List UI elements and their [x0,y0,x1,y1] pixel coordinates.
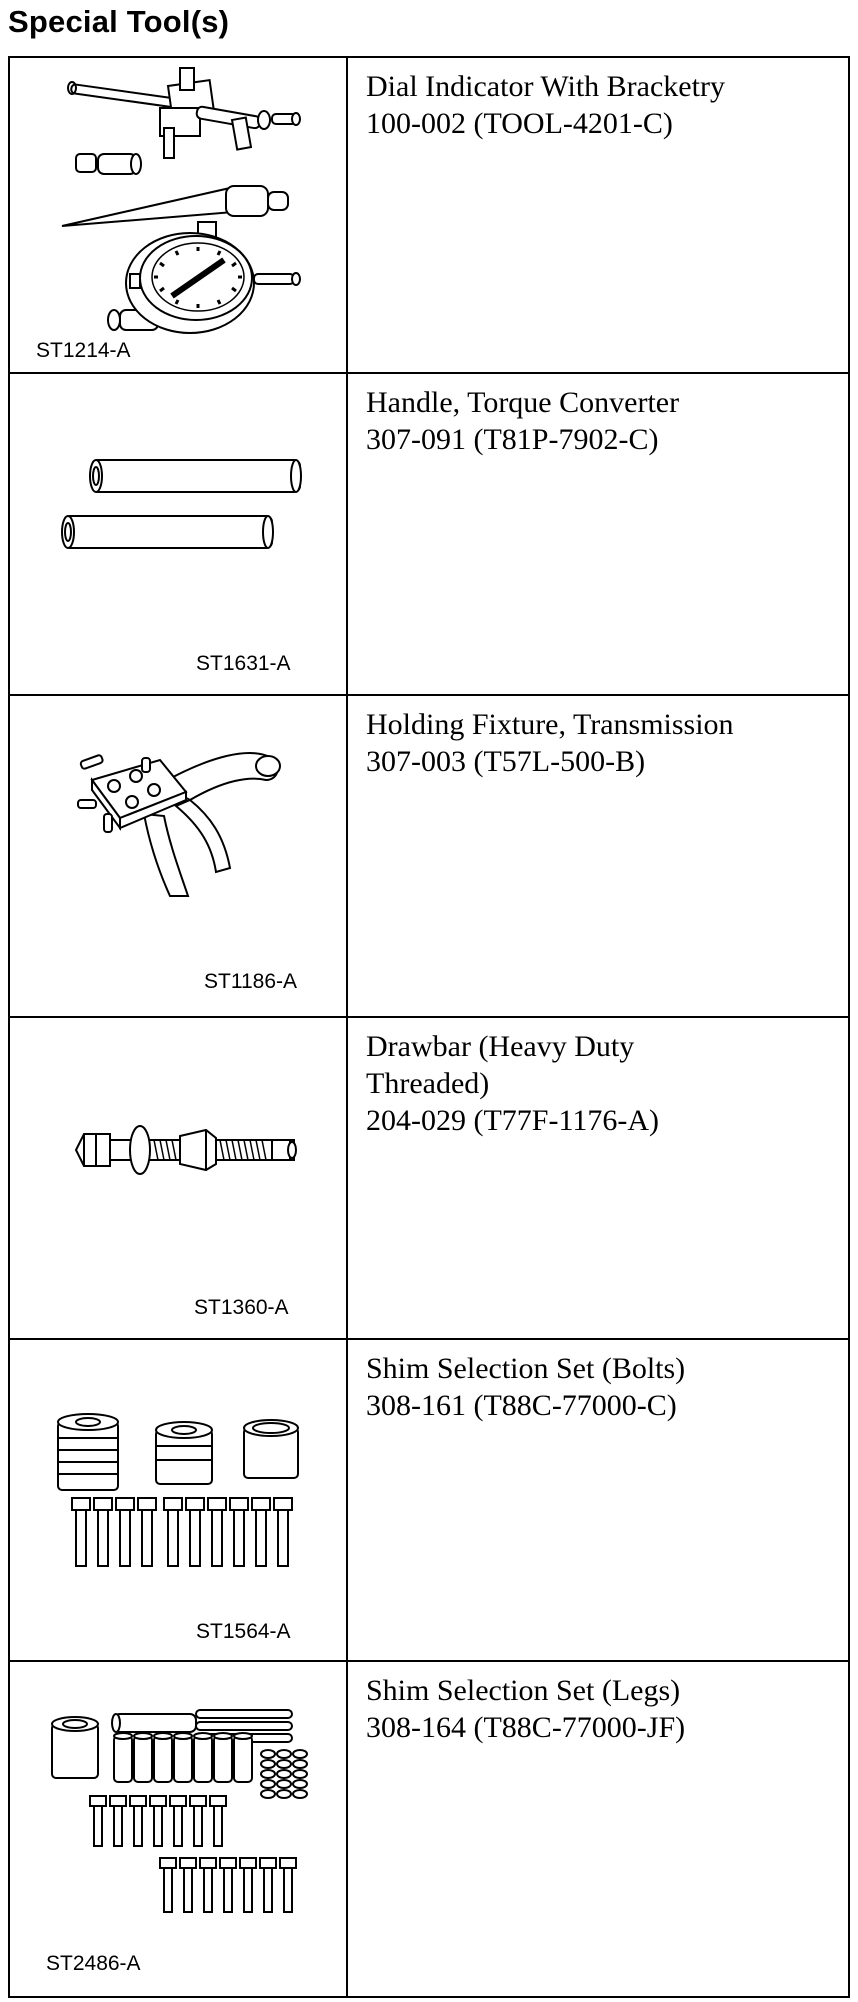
table-row [10,1340,848,1662]
tool-number: 308-161 (T88C-77000-C) [366,1389,677,1422]
tool-name: Shim Selection Set (Bolts) [366,1352,686,1385]
holding-fixture-icon [10,696,346,1016]
tool-number: 307-003 (T57L-500-B) [366,745,646,778]
shim-set-legs-icon [10,1662,346,1992]
tool-image-cell [10,1340,348,1660]
tool-image-cell [10,58,348,372]
dial-indicator-icon [10,58,346,372]
tool-image-cell [10,374,348,694]
tool-name: Handle, Torque Converter [366,386,680,419]
table-row [10,374,848,696]
tool-image-code: ST1186-A [204,970,297,993]
tool-description [366,1350,836,1424]
tool-number: 308-164 (T88C-77000-JF) [366,1711,686,1744]
tool-name-line: Threaded) [366,1067,490,1100]
tool-name-line: Drawbar (Heavy Duty [366,1030,635,1063]
tool-number: 100-002 (TOOL-4201-C) [366,107,673,140]
tool-number: 204-029 (T77F-1176-A) [366,1104,660,1137]
tool-description [366,706,836,780]
tool-description [366,384,836,458]
drawbar-icon [10,1018,346,1338]
table-row [10,1662,848,1996]
tool-image-code: ST1214-A [36,339,131,362]
tool-description [366,68,836,142]
handle-icon [10,374,346,694]
tool-name: Holding Fixture, Transmission [366,708,734,741]
tool-description [366,1028,836,1139]
page-title: Special Tool(s) [8,4,230,39]
table-row [10,58,848,374]
tool-name: Dial Indicator With Bracketry [366,70,725,103]
tool-image-cell [10,1018,348,1338]
tool-image-code: ST1564-A [196,1620,291,1643]
table-row [10,1018,848,1340]
tool-image-code: ST1360-A [194,1296,289,1319]
tool-image-cell [10,1662,348,1996]
tool-image-code: ST1631-A [196,652,291,675]
shim-set-bolts-icon [10,1340,346,1660]
tool-image-code: ST2486-A [46,1952,141,1975]
tool-name: Shim Selection Set (Legs) [366,1674,681,1707]
tool-image-cell [10,696,348,1016]
tool-number: 307-091 (T81P-7902-C) [366,423,659,456]
tool-description [366,1672,836,1746]
special-tools-table [8,56,850,1998]
table-row [10,696,848,1018]
